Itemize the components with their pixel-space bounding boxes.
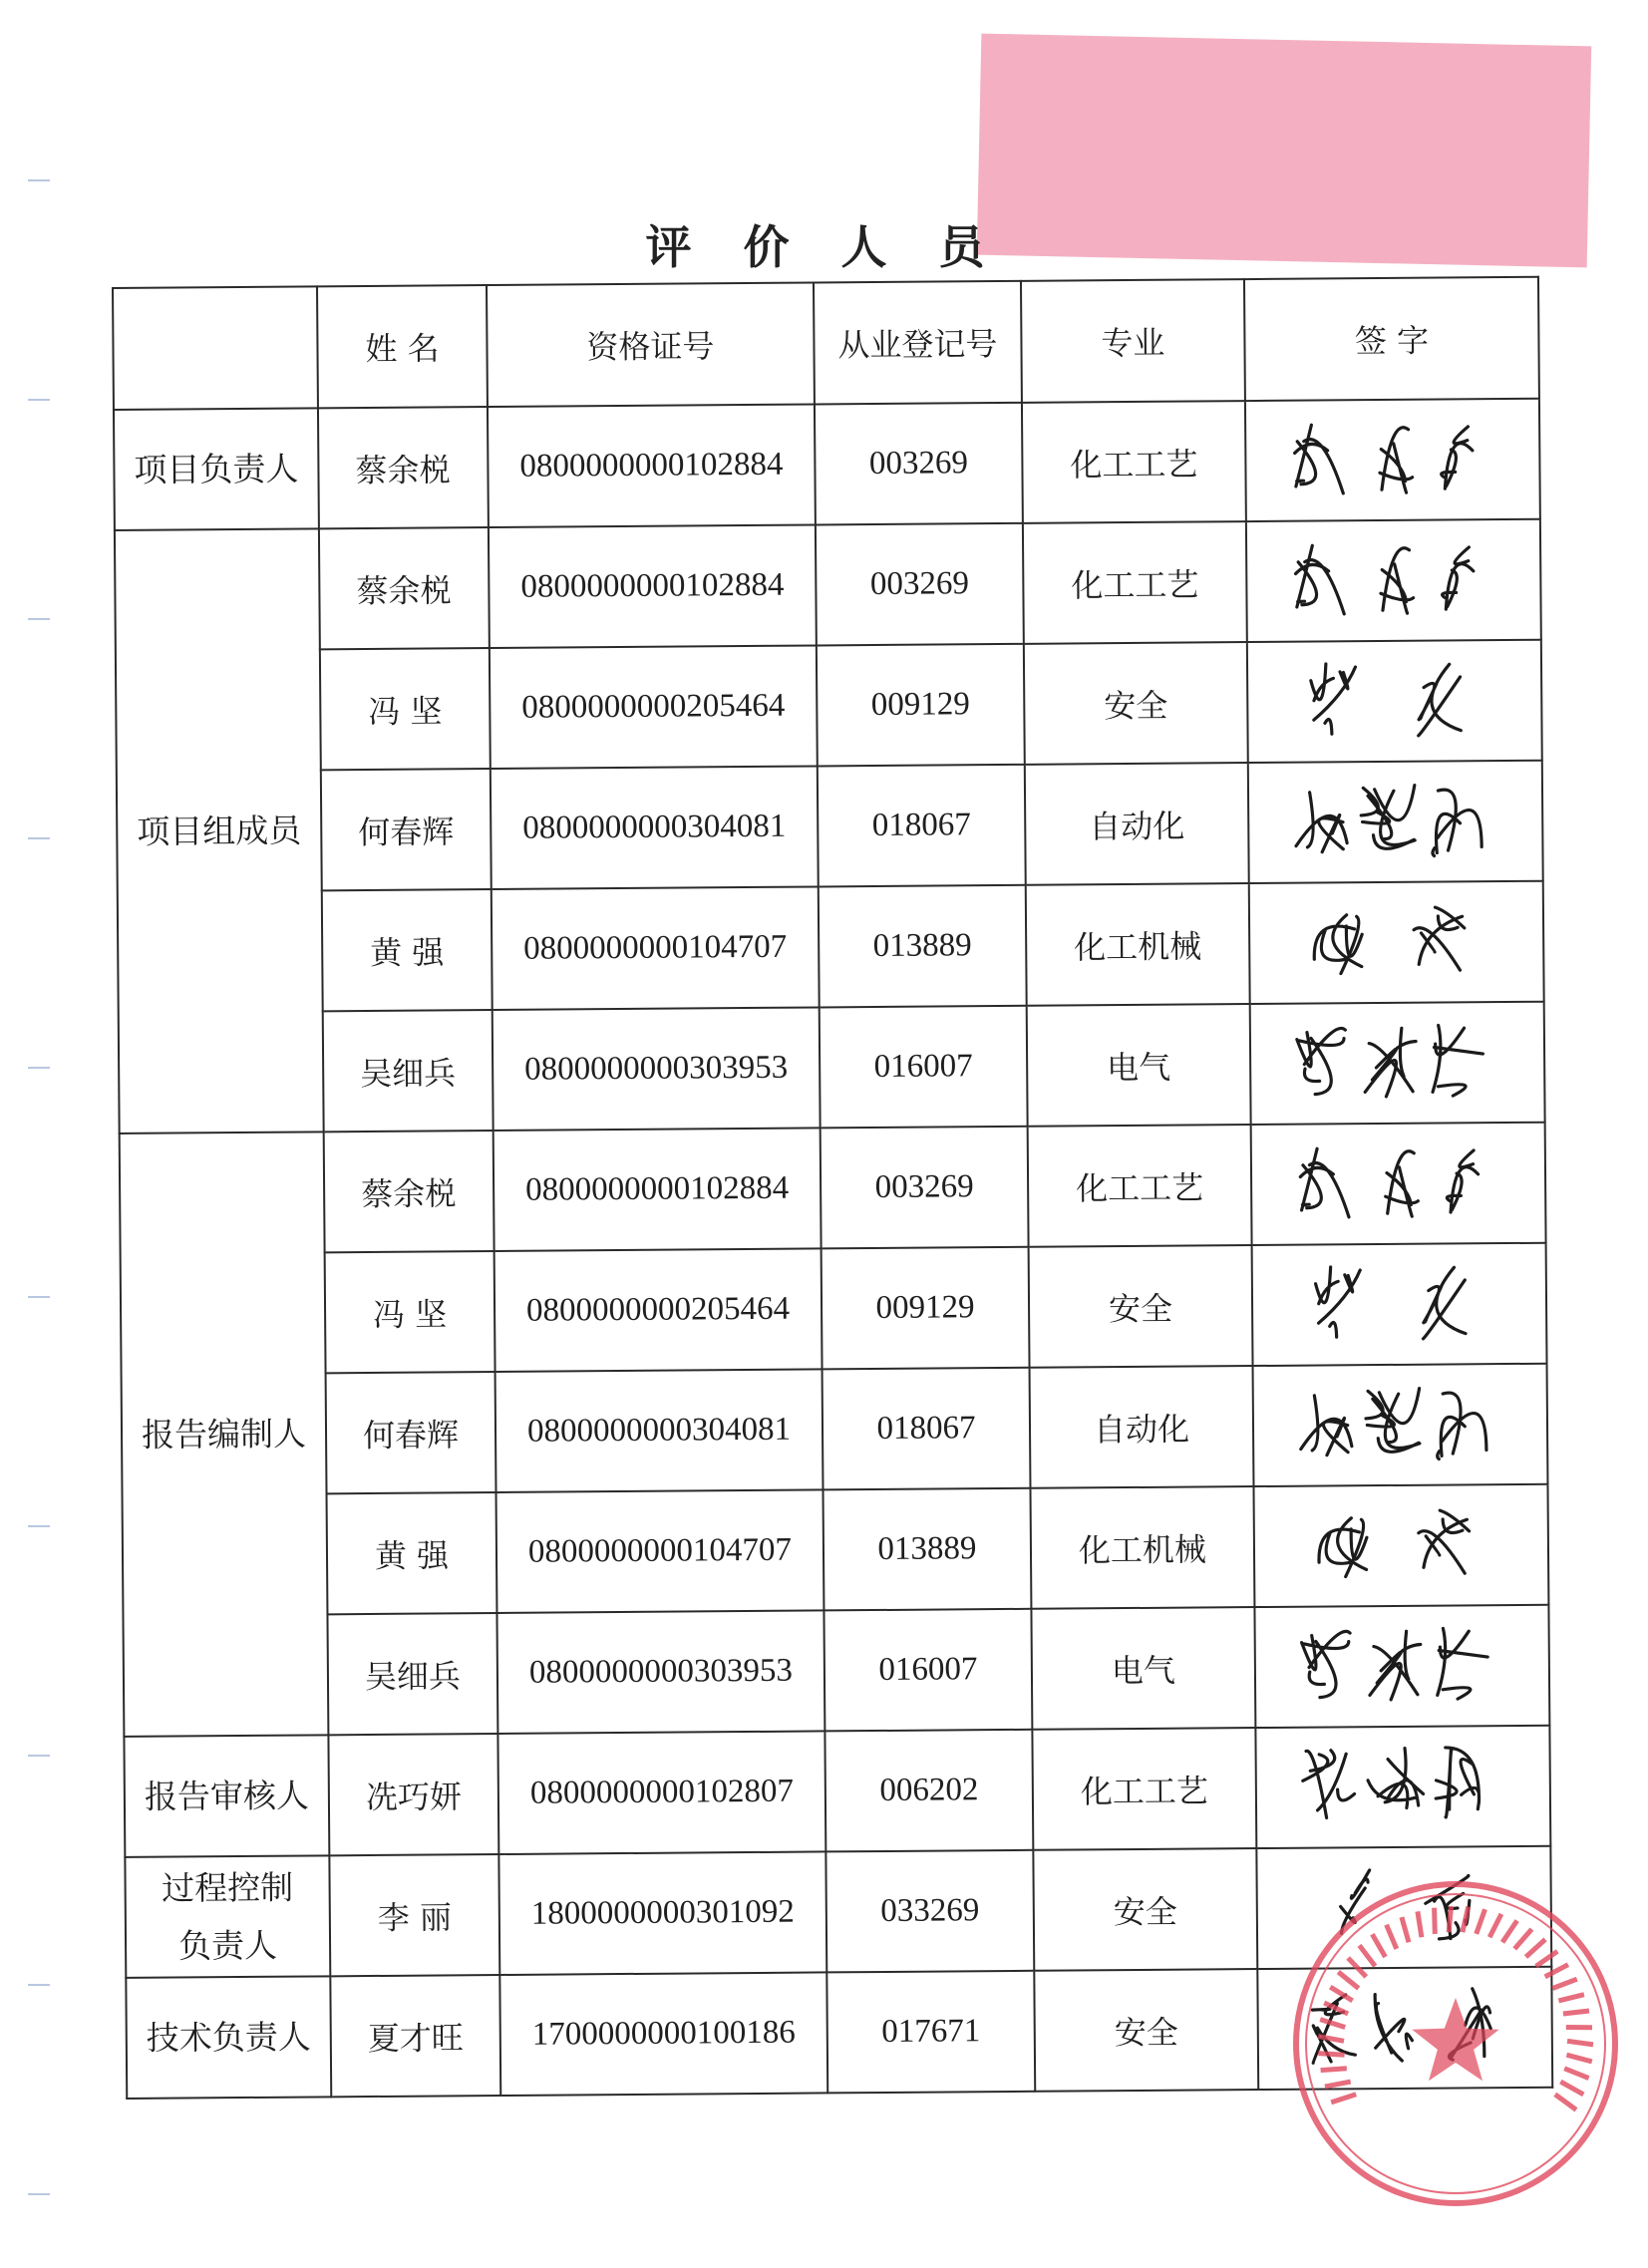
reg-no-cell: 009129 xyxy=(817,644,1025,767)
margin-mark xyxy=(28,837,50,839)
cert-no-cell: 1700000000100186 xyxy=(499,1972,827,2096)
specialty-cell: 安全 xyxy=(1033,1848,1257,1971)
reg-no-cell: 003269 xyxy=(816,523,1024,646)
header-cert-no: 资格证号 xyxy=(487,282,815,407)
signature-cell xyxy=(1254,1605,1549,1728)
handwritten-signature xyxy=(1251,1003,1544,1124)
table-row xyxy=(114,399,1540,530)
cert-no-cell: 0800000000303953 xyxy=(496,1610,824,1734)
table-row xyxy=(115,519,1541,651)
cert-no-cell: 0800000000102884 xyxy=(489,524,817,648)
cert-no-cell: 0800000000102884 xyxy=(494,1128,822,1251)
specialty-cell: 化工机械 xyxy=(1030,1486,1254,1609)
name-cell: 蔡余棁 xyxy=(324,1131,494,1252)
table-row xyxy=(123,1484,1549,1616)
signature-cell xyxy=(1245,399,1540,521)
role-cell: 项目组成员 xyxy=(115,528,324,1134)
cert-no-cell: 0800000000205464 xyxy=(490,645,818,769)
signature-cell xyxy=(1256,1846,1551,1969)
table-row xyxy=(123,1605,1549,1737)
reg-no-cell: 018067 xyxy=(818,765,1026,887)
handwritten-signature xyxy=(1250,882,1543,1003)
name-cell: 夏才旺 xyxy=(330,1975,500,2097)
cert-no-cell: 1800000000301092 xyxy=(498,1851,826,1975)
role-cell: 项目负责人 xyxy=(114,408,319,530)
name-cell: 黄 强 xyxy=(327,1492,497,1614)
reg-no-cell: 009129 xyxy=(822,1247,1030,1370)
table-row xyxy=(125,1846,1551,1978)
personnel-table xyxy=(112,276,1553,2100)
reg-no-cell: 017671 xyxy=(826,1971,1035,2094)
handwritten-signature xyxy=(1257,1847,1550,1968)
handwritten-signature xyxy=(1254,1365,1547,1485)
specialty-cell: 自动化 xyxy=(1025,763,1249,885)
cert-no-cell: 0800000000303953 xyxy=(493,1007,821,1131)
role-cell: 过程控制 负责人 xyxy=(125,1855,330,1978)
margin-mark xyxy=(28,1755,50,1757)
header-name: 姓 名 xyxy=(317,285,488,408)
table-row xyxy=(116,640,1542,772)
table-row xyxy=(126,1967,1552,2099)
cert-no-cell: 0800000000304081 xyxy=(491,766,819,889)
table-header-row xyxy=(113,277,1539,410)
name-cell: 黄 强 xyxy=(322,889,493,1011)
signature-cell xyxy=(1253,1484,1548,1607)
specialty-cell: 安全 xyxy=(1029,1245,1253,1368)
name-cell: 何春辉 xyxy=(326,1372,496,1493)
name-cell: 冼巧妍 xyxy=(328,1734,498,1855)
specialty-cell: 安全 xyxy=(1034,1969,1258,2092)
handwritten-signature xyxy=(1254,1485,1547,1606)
signature-cell xyxy=(1249,881,1544,1004)
name-cell: 吴细兵 xyxy=(323,1010,494,1132)
handwritten-signature xyxy=(1253,1244,1546,1365)
name-cell: 吴细兵 xyxy=(327,1613,497,1735)
reg-no-cell: 033269 xyxy=(825,1850,1034,1973)
margin-mark xyxy=(28,1984,50,1986)
name-cell: 冯 坚 xyxy=(325,1251,495,1373)
margin-mark xyxy=(28,618,50,620)
table-row xyxy=(118,881,1544,1013)
header-role xyxy=(113,286,318,410)
signature-cell xyxy=(1255,1726,1550,1848)
table-row xyxy=(119,1002,1545,1134)
specialty-cell: 化工工艺 xyxy=(1022,401,1246,523)
header-signature: 签 字 xyxy=(1244,277,1539,401)
table-row xyxy=(121,1243,1547,1375)
header-specialty: 专业 xyxy=(1021,279,1245,403)
signature-cell xyxy=(1246,519,1541,642)
cert-no-cell: 0800000000102807 xyxy=(497,1731,825,1854)
specialty-cell: 电气 xyxy=(1031,1607,1255,1730)
margin-mark xyxy=(28,1067,50,1069)
reg-no-cell: 013889 xyxy=(823,1488,1031,1611)
role-cell: 报告审核人 xyxy=(124,1735,329,1857)
page-title: 评 价 人 员 xyxy=(645,220,1003,274)
name-cell: 蔡余棁 xyxy=(318,407,489,528)
specialty-cell: 化工工艺 xyxy=(1028,1125,1252,1247)
margin-mark xyxy=(28,1525,50,1527)
cert-no-cell: 0800000000104707 xyxy=(496,1489,824,1613)
reg-no-cell: 016007 xyxy=(820,1006,1028,1129)
cert-no-cell: 0800000000205464 xyxy=(494,1248,823,1372)
specialty-cell: 自动化 xyxy=(1030,1366,1254,1488)
name-cell: 冯 坚 xyxy=(320,648,491,770)
signature-cell xyxy=(1247,640,1542,763)
handwritten-signature xyxy=(1246,400,1539,520)
reg-no-cell: 003269 xyxy=(821,1127,1029,1249)
handwritten-signature xyxy=(1258,1968,1551,2089)
handwritten-signature xyxy=(1248,641,1541,762)
specialty-cell: 化工机械 xyxy=(1026,883,1250,1006)
table-row xyxy=(122,1364,1548,1495)
handwritten-signature xyxy=(1255,1606,1548,1727)
handwritten-signature xyxy=(1252,1124,1545,1244)
signature-cell xyxy=(1253,1364,1548,1486)
personnel-table-wrapper xyxy=(112,276,1551,2100)
margin-mark xyxy=(28,179,50,181)
specialty-cell: 安全 xyxy=(1024,642,1248,765)
name-cell: 李 丽 xyxy=(329,1854,499,1976)
handwritten-signature xyxy=(1256,1727,1549,1847)
role-cell: 报告编制人 xyxy=(120,1132,329,1737)
signature-cell xyxy=(1250,1002,1545,1125)
reg-no-cell: 006202 xyxy=(824,1730,1033,1852)
header-reg-no: 从业登记号 xyxy=(814,281,1022,405)
table-row xyxy=(120,1123,1546,1254)
margin-mark xyxy=(28,1296,50,1298)
margin-mark xyxy=(28,2193,50,2195)
specialty-cell: 电气 xyxy=(1027,1004,1251,1127)
signature-cell xyxy=(1251,1123,1546,1245)
reg-no-cell: 016007 xyxy=(824,1609,1032,1732)
reg-no-cell: 018067 xyxy=(823,1368,1031,1490)
table-row xyxy=(124,1726,1550,1857)
reg-no-cell: 013889 xyxy=(819,885,1027,1008)
signature-cell xyxy=(1257,1967,1552,2090)
signature-cell xyxy=(1248,761,1543,883)
handwritten-signature xyxy=(1247,520,1540,641)
specialty-cell: 化工工艺 xyxy=(1023,521,1247,644)
name-cell: 何春辉 xyxy=(321,769,492,890)
margin-mark xyxy=(28,399,50,401)
cert-no-cell: 0800000000102884 xyxy=(488,404,816,527)
role-cell: 技术负责人 xyxy=(126,1976,331,2099)
cert-no-cell: 0800000000104707 xyxy=(492,886,820,1010)
table-row xyxy=(117,761,1543,892)
name-cell: 蔡余棁 xyxy=(319,527,490,649)
signature-cell xyxy=(1252,1243,1547,1366)
reg-no-cell: 003269 xyxy=(815,403,1023,525)
cert-no-cell: 0800000000304081 xyxy=(495,1369,824,1492)
specialty-cell: 化工工艺 xyxy=(1032,1728,1256,1850)
handwritten-signature xyxy=(1249,762,1542,882)
